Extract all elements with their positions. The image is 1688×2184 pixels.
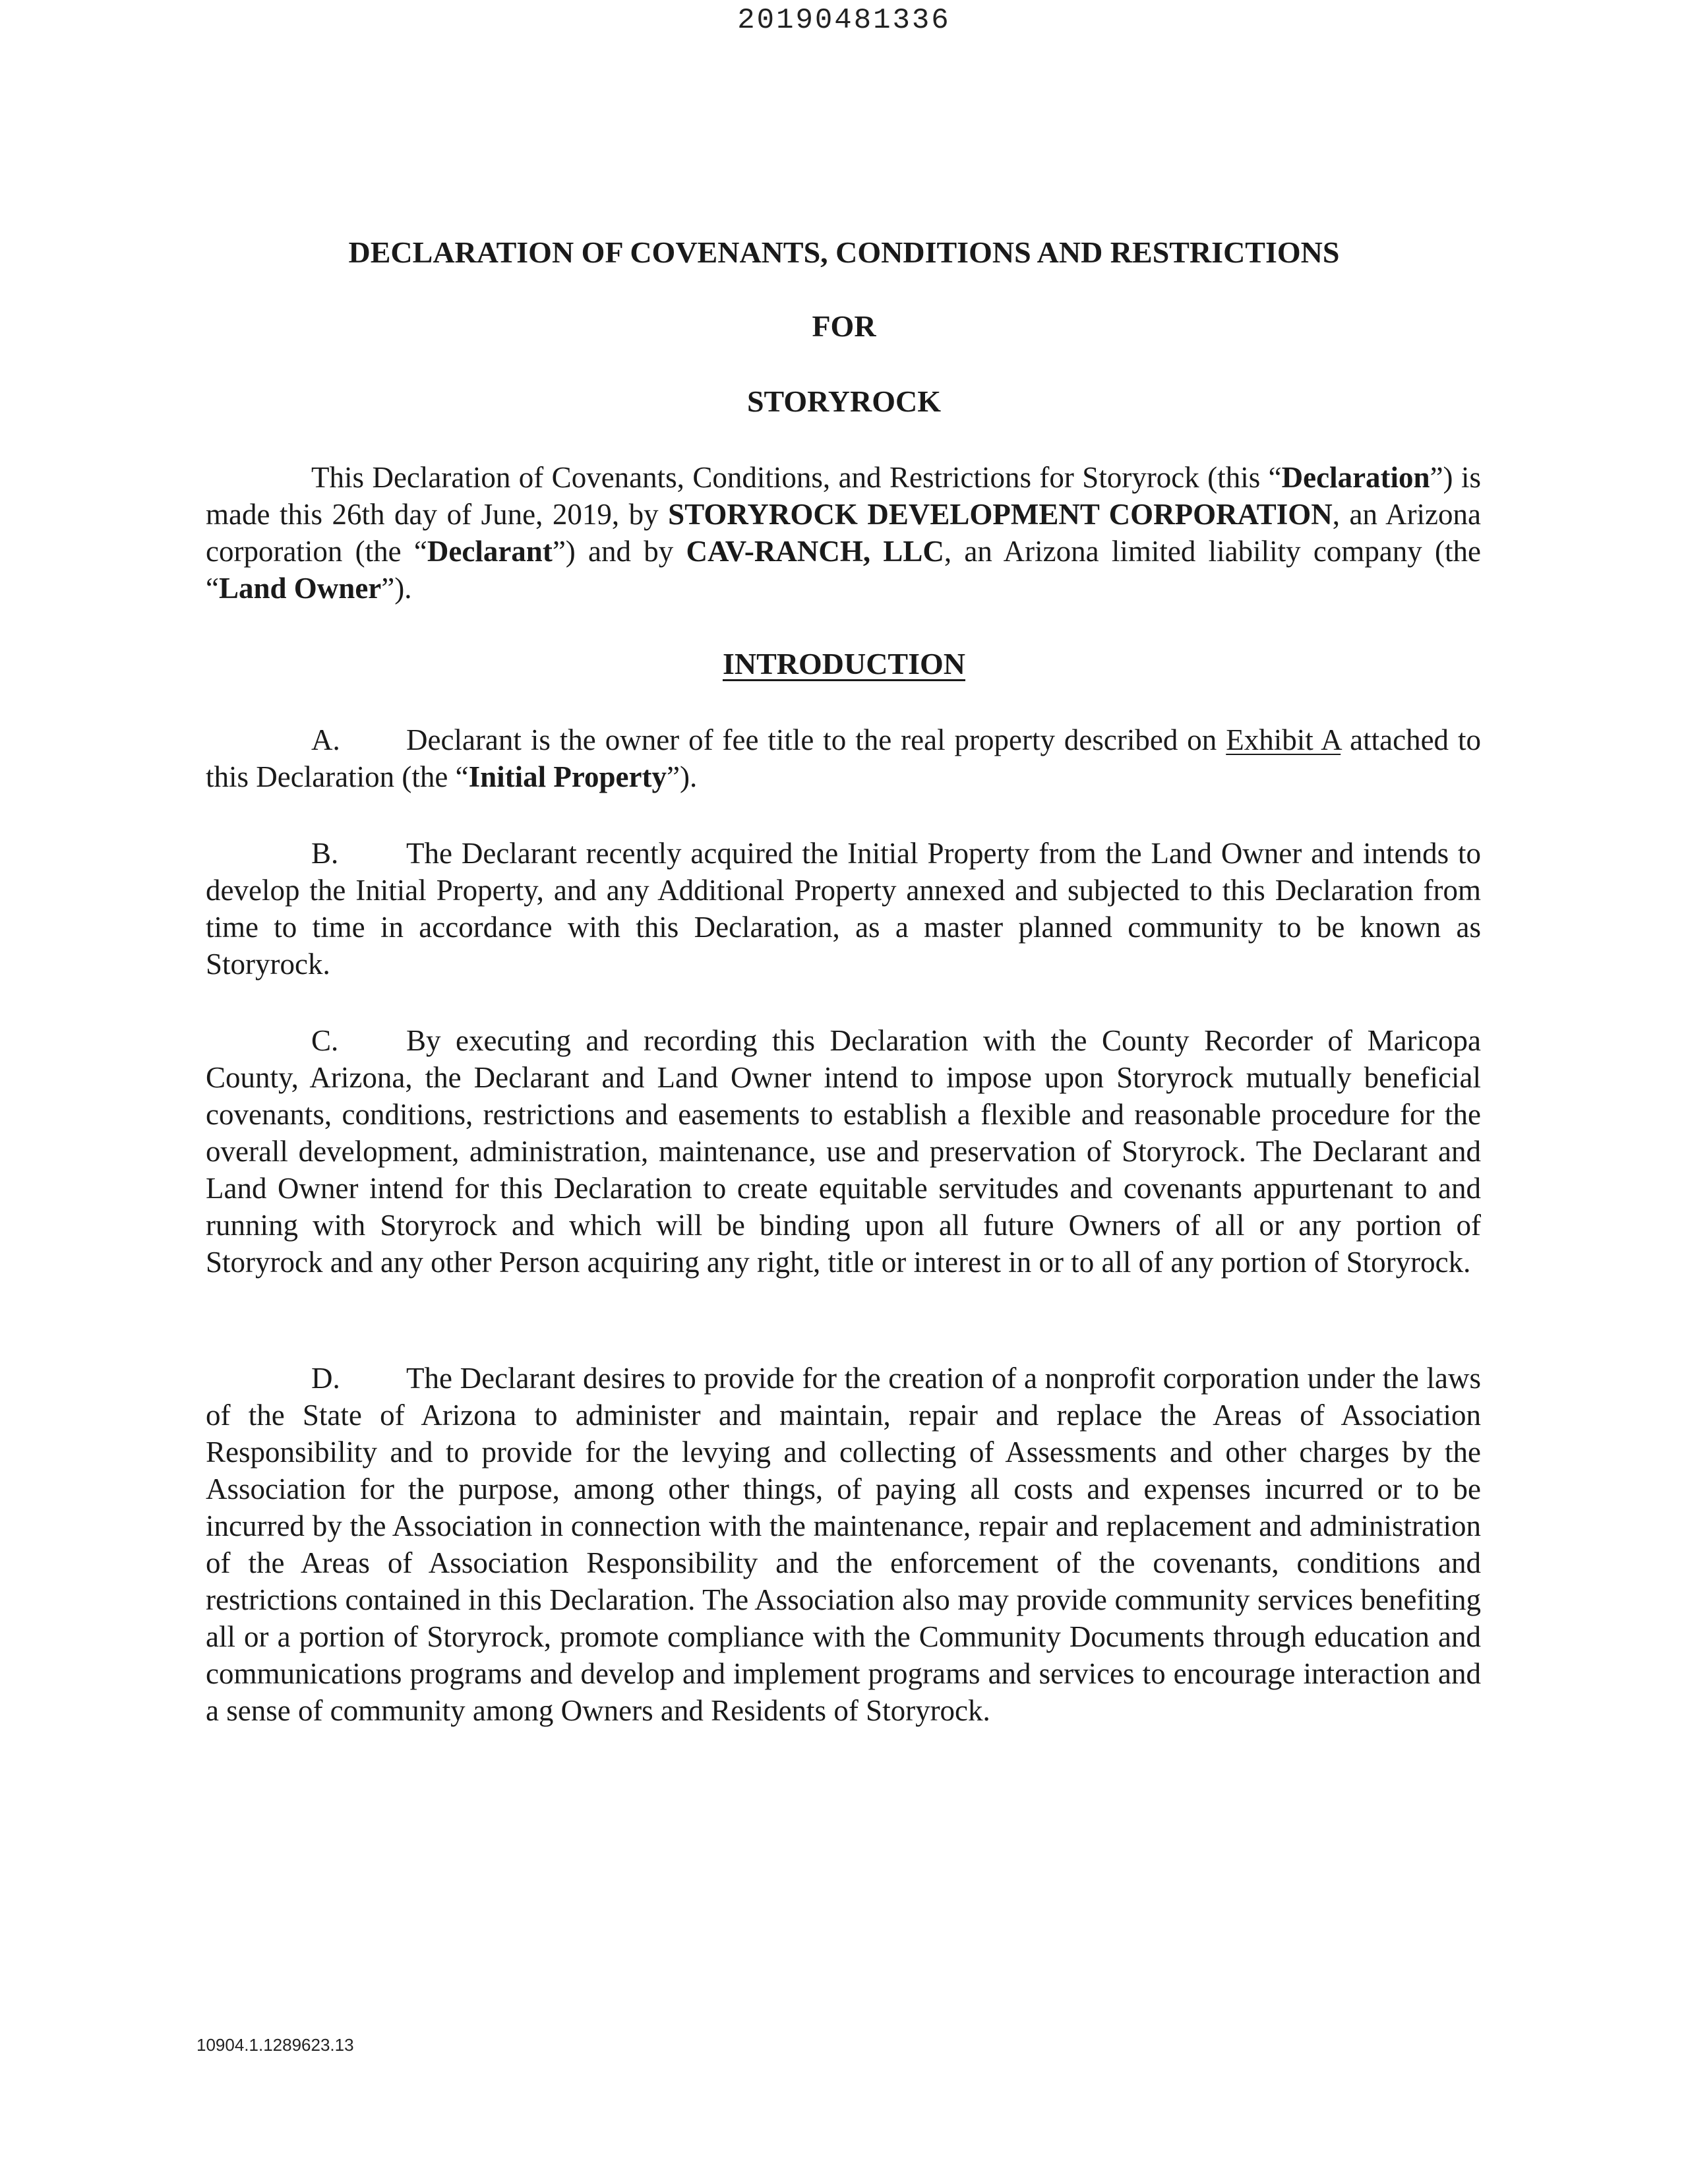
- defined-term-declaration: Declaration: [1281, 461, 1430, 494]
- introduction-heading: INTRODUCTION: [722, 647, 966, 681]
- recital-b: B. The Declarant recently acquired the Initial Property from the Land Owner and intends to develop the Initial Property, and any Additional Property annexed and subjected to this Declaration from time to time in accordance with this Declaration, as a master planned community to be known as Storyrock.: [206, 835, 1481, 983]
- land-owner-name: CAV-RANCH, LLC: [686, 535, 944, 568]
- opening-paragraph: This Declaration of Covenants, Conditions, and Restrictions for Storyrock (this “Declaration”) is made this 26th day of June, 2019, by STORYROCK DEVELOPMENT CORPORATION, an Arizona corporation (the “Declarant”) and by CAV-RANCH, LLC, an Arizona limited liability company (the “Land Owner”).: [206, 461, 1482, 605]
- defined-term-declarant: Declarant: [427, 535, 553, 568]
- defined-term-land-owner: Land Owner: [218, 572, 382, 605]
- exhibit-a-reference: Exhibit A: [1226, 723, 1341, 756]
- declarant-name: STORYROCK DEVELOPMENT CORPORATION: [668, 498, 1333, 531]
- recital-c: C. By executing and recording this Declaration with the County Recorder of Maricopa County, Arizona, the Declarant and Land Owner intend to impose upon Storyrock mutually beneficial covenants, conditions, restrictions and easements to establish a flexible and reasonable procedure for the overall development, administration, maintenance, use and preservation of Storyrock. The Declarant and Land Owner intend for this Declaration to create equitable servitudes and covenants appurtenant to and running with Storyrock and which will be binding upon all future Owners of all or any portion of Storyrock and any other Person acquiring any right, title or interest in or to all of any portion of Storyrock.: [206, 1022, 1481, 1281]
- recital-a: A. Declarant is the owner of fee title to the real property described on Exhibit A attached to this Declaration (the “Initial Property”).: [206, 721, 1481, 795]
- document-footer-code: 10904.1.1289623.13: [196, 2035, 354, 2055]
- defined-term-initial-property: Initial Property: [468, 760, 667, 793]
- recital-letter: C.: [311, 1024, 339, 1057]
- recital-letter: B.: [311, 837, 339, 870]
- document-title: DECLARATION OF COVENANTS, CONDITIONS AND RESTRICTIONS: [348, 235, 1340, 269]
- recital-letter: D.: [311, 1362, 340, 1395]
- recording-number: 20190481336: [737, 4, 951, 37]
- recital-letter: A.: [311, 723, 340, 756]
- project-name: STORYROCK: [746, 384, 942, 418]
- recital-d: D. The Declarant desires to provide for the creation of a nonprofit corporation under the laws of the State of Arizona to administer and maintain, repair and replace the Areas of Association Responsibility and to provide for the levying and collecting of Assessments and other charges by the Association for the purpose, among other things, of paying all costs and expenses incurred or to be incurred by the Association in connection with the maintenance, repair and replacement and administration of the Areas of Association Responsibility and the enforcement of the covenants, conditions and restrictions contained in this Declaration. The Association also may provide community services benefiting all or a portion of Storyrock, promote compliance with the Community Documents through education and communications programs and develop and implement programs and services to encourage interaction and a sense of community among Owners and Residents of Storyrock.: [206, 1360, 1481, 1729]
- title-for: FOR: [812, 309, 876, 343]
